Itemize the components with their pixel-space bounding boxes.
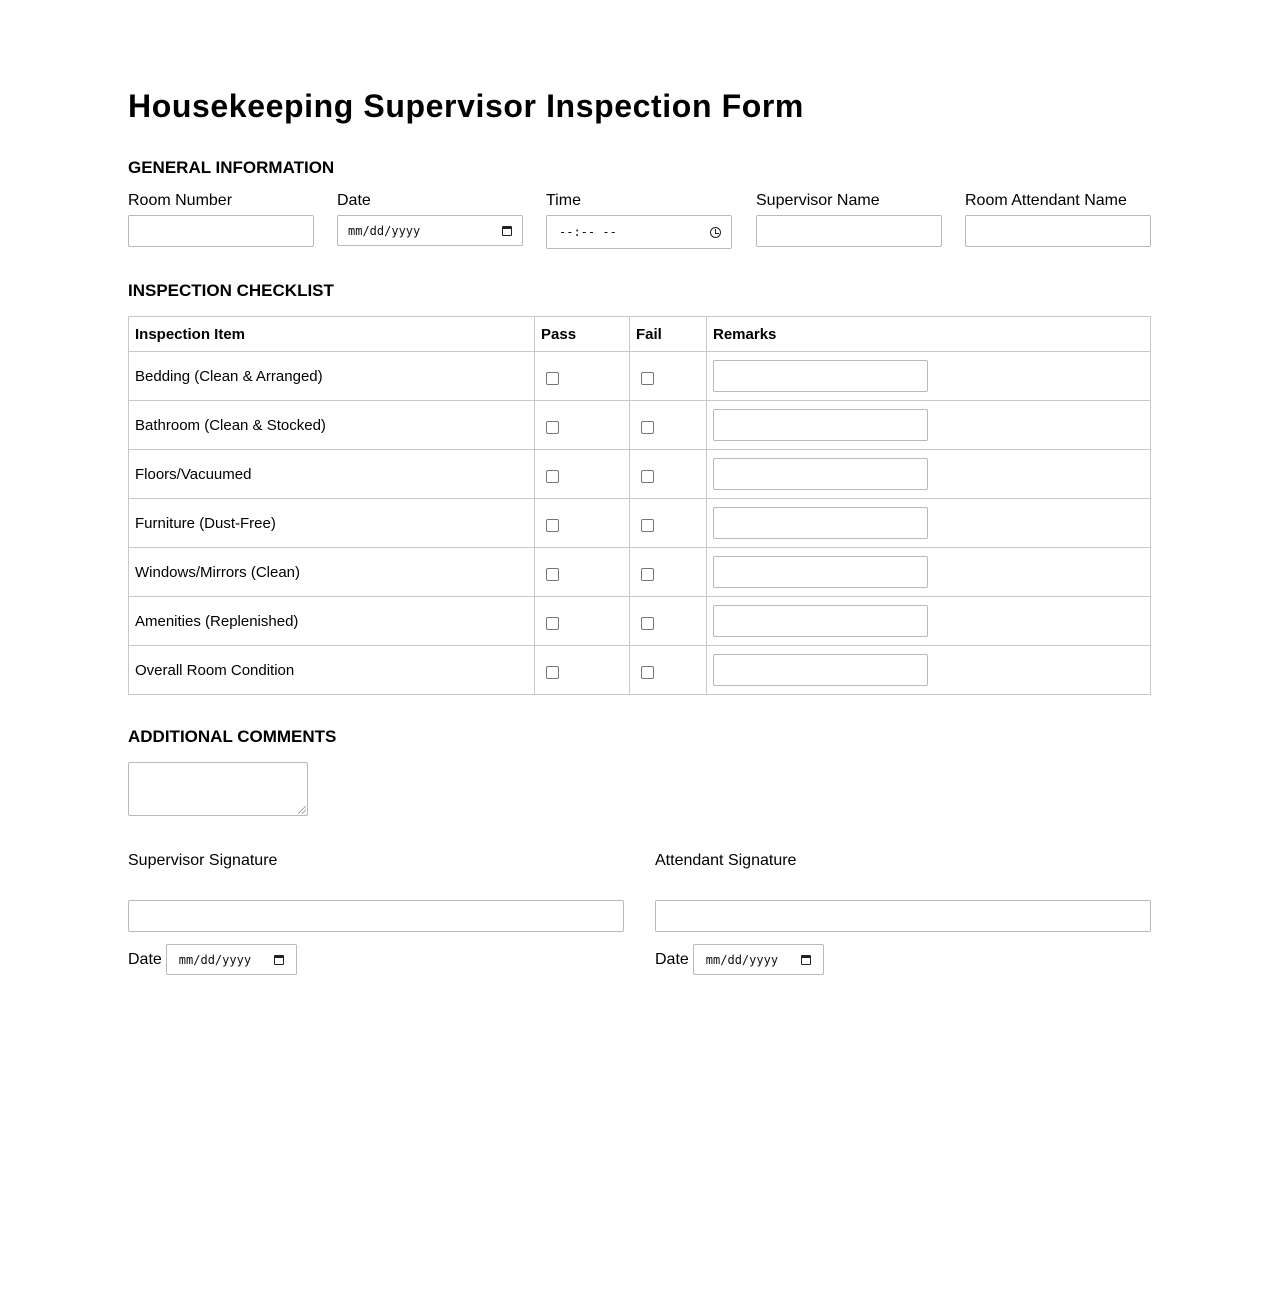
date-field (337, 191, 523, 246)
fail-checkbox[interactable] (641, 519, 654, 532)
supervisor-name-label: Supervisor Name (756, 192, 880, 209)
page-title: Housekeeping Supervisor Inspection Form (128, 88, 804, 124)
fail-cell (630, 401, 707, 450)
remarks-cell (707, 548, 1151, 597)
date-placeholder: mm/dd/yyyy (348, 223, 421, 238)
general-information-heading: GENERAL INFORMATION (128, 158, 335, 177)
inspection-item: Amenities (Replenished) (129, 597, 535, 646)
remarks-input[interactable] (713, 458, 928, 490)
fail-checkbox[interactable] (641, 421, 654, 434)
table-row (129, 352, 1151, 401)
date-input[interactable] (337, 215, 523, 246)
pass-checkbox[interactable] (546, 617, 559, 630)
supervisor-date-label: Date (128, 950, 162, 968)
fail-cell (630, 597, 707, 646)
table-row (129, 646, 1151, 695)
table-row (129, 597, 1151, 646)
supervisor-date-row (128, 944, 624, 975)
attendant-signature-block (655, 851, 1151, 975)
pass-checkbox[interactable] (546, 421, 559, 434)
remarks-cell (707, 597, 1151, 646)
fail-checkbox[interactable] (641, 372, 654, 385)
remarks-cell (707, 401, 1151, 450)
resize-handle-icon[interactable] (298, 806, 306, 814)
pass-cell (535, 499, 630, 548)
column-header-remarks: Remarks (707, 317, 1151, 352)
pass-cell (535, 352, 630, 401)
pass-checkbox[interactable] (546, 470, 559, 483)
inspection-item: Furniture (Dust-Free) (129, 499, 535, 548)
additional-comments-heading: ADDITIONAL COMMENTS (128, 727, 337, 746)
attendant-date-label: Date (655, 950, 689, 968)
fail-checkbox[interactable] (641, 470, 654, 483)
column-header-inspection-item: Inspection Item (129, 317, 535, 352)
room-number-label: Room Number (128, 192, 233, 209)
remarks-input[interactable] (713, 605, 928, 637)
time-placeholder: --:-- -- (559, 225, 617, 239)
supervisor-date-input[interactable] (166, 944, 297, 975)
remarks-cell (707, 646, 1151, 695)
time-input[interactable] (546, 215, 732, 249)
remarks-cell (707, 499, 1151, 548)
pass-cell (535, 548, 630, 597)
supervisor-signature-input[interactable] (128, 900, 624, 932)
room-attendant-name-field (965, 191, 1151, 247)
table-row (129, 548, 1151, 597)
table-header-row (129, 317, 1151, 352)
pass-checkbox[interactable] (546, 568, 559, 581)
fail-cell (630, 499, 707, 548)
fail-checkbox[interactable] (641, 568, 654, 581)
room-number-input[interactable] (128, 215, 314, 247)
additional-comments-textarea[interactable] (128, 762, 308, 816)
attendant-date-row (655, 944, 1151, 975)
inspection-item: Bedding (Clean & Arranged) (129, 352, 535, 401)
clock-icon[interactable] (710, 227, 721, 238)
supervisor-signature-label: Supervisor Signature (128, 852, 278, 869)
supervisor-name-input[interactable] (756, 215, 942, 247)
inspection-item: Overall Room Condition (129, 646, 535, 695)
time-field (546, 191, 732, 249)
pass-checkbox[interactable] (546, 519, 559, 532)
supervisor-signature-block (128, 851, 624, 975)
fail-checkbox[interactable] (641, 666, 654, 679)
fail-cell (630, 548, 707, 597)
remarks-input[interactable] (713, 360, 928, 392)
remarks-input[interactable] (713, 507, 928, 539)
attendant-date-input[interactable] (693, 944, 824, 975)
inspection-item: Bathroom (Clean & Stocked) (129, 401, 535, 450)
column-header-pass: Pass (535, 317, 630, 352)
time-label: Time (546, 192, 581, 209)
supervisor-date-placeholder: mm/dd/yyyy (178, 952, 252, 967)
remarks-input[interactable] (713, 409, 928, 441)
inspection-checklist-table (128, 316, 1151, 695)
inspection-item: Floors/Vacuumed (129, 450, 535, 499)
pass-cell (535, 597, 630, 646)
pass-cell (535, 450, 630, 499)
attendant-signature-label: Attendant Signature (655, 852, 797, 869)
fail-cell (630, 352, 707, 401)
room-number-field (128, 191, 314, 247)
remarks-cell (707, 352, 1151, 401)
fail-cell (630, 646, 707, 695)
column-header-fail: Fail (630, 317, 707, 352)
date-label: Date (337, 192, 371, 209)
table-row (129, 450, 1151, 499)
pass-checkbox[interactable] (546, 372, 559, 385)
pass-checkbox[interactable] (546, 666, 559, 679)
pass-cell (535, 401, 630, 450)
fail-checkbox[interactable] (641, 617, 654, 630)
room-attendant-name-label: Room Attendant Name (965, 192, 1127, 209)
inspection-item: Windows/Mirrors (Clean) (129, 548, 535, 597)
remarks-input[interactable] (713, 556, 928, 588)
table-row (129, 499, 1151, 548)
remarks-input[interactable] (713, 654, 928, 686)
room-attendant-name-input[interactable] (965, 215, 1151, 247)
attendant-date-placeholder: mm/dd/yyyy (705, 952, 779, 967)
inspection-checklist-heading: INSPECTION CHECKLIST (128, 281, 334, 300)
table-row (129, 401, 1151, 450)
calendar-icon[interactable] (801, 955, 811, 965)
remarks-cell (707, 450, 1151, 499)
supervisor-name-field (756, 191, 942, 247)
calendar-icon[interactable] (502, 226, 512, 236)
calendar-icon[interactable] (274, 955, 284, 965)
pass-cell (535, 646, 630, 695)
attendant-signature-input[interactable] (655, 900, 1151, 932)
fail-cell (630, 450, 707, 499)
